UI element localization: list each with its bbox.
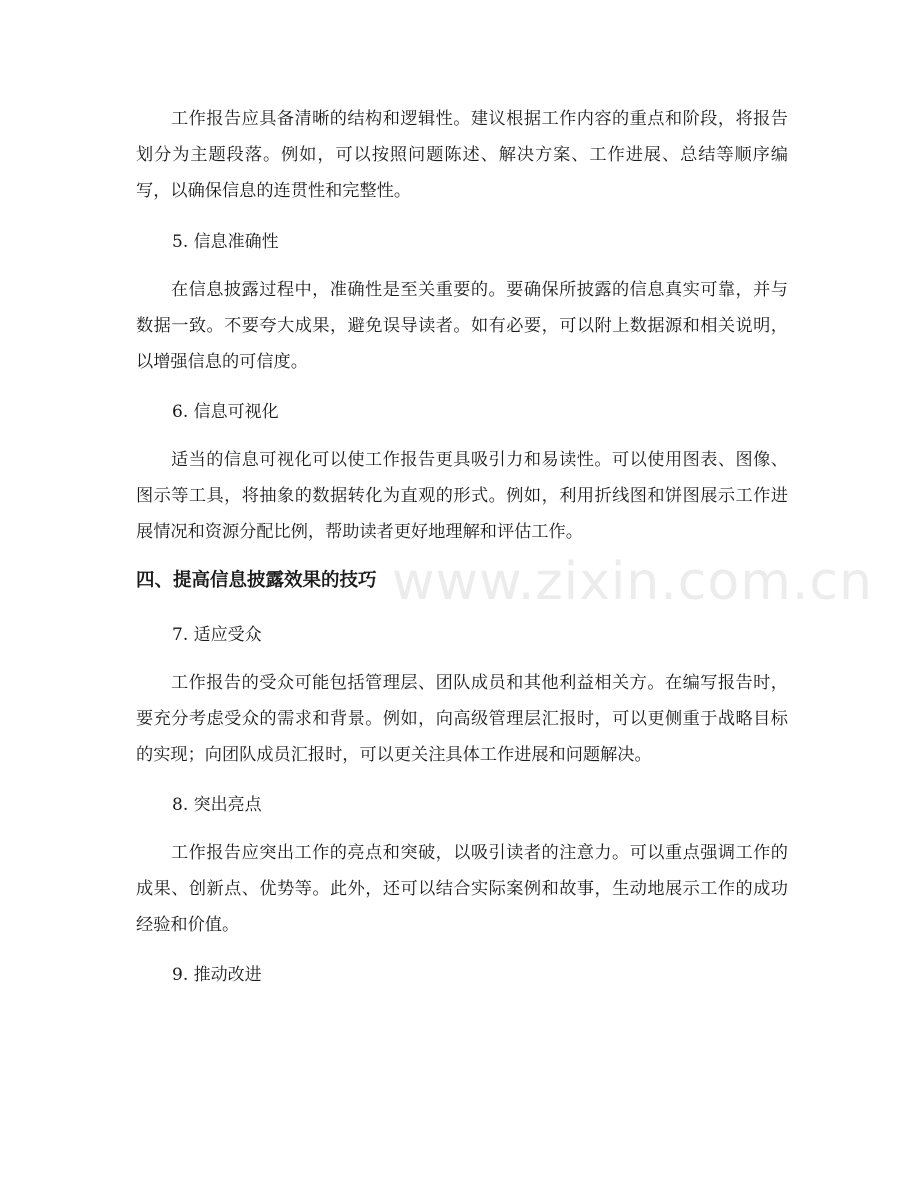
paragraph-highlights: 工作报告应突出工作的亮点和突破，以吸引读者的注意力。可以重点强调工作的成果、创新点、优势等。此外，还可以结合实际案例和故事，生动地展示工作的成功经验和价值。 — [136, 843, 788, 935]
item-heading-7: 7. 适应受众 — [172, 625, 262, 645]
item-heading-6: 6. 信息可视化 — [172, 402, 279, 422]
item-heading-8: 8. 突出亮点 — [172, 795, 262, 815]
item-heading-5: 5. 信息准确性 — [172, 232, 279, 252]
paragraph-visualization: 适当的信息可视化可以使工作报告更具吸引力和易读性。可以使用图表、图像、图示等工具，将抽象的数据转化为直观的形式。例如，利用折线图和饼图展示工作进展情况和资源分配比例，帮助读者更好地理解和评估工作。 — [136, 450, 788, 542]
item-heading-9: 9. 推动改进 — [172, 965, 262, 985]
paragraph-accuracy: 在信息披露过程中，准确性是至关重要的。要确保所披露的信息真实可靠，并与数据一致。不要夸大成果，避免误导读者。如有必要，可以附上数据源和相关说明，以增强信息的可信度。 — [136, 280, 788, 372]
section-heading-4: 四、提高信息披露效果的技巧 — [136, 570, 377, 591]
watermark: www.zixin.com.cn — [392, 552, 873, 612]
paragraph-structure: 工作报告应具备清晰的结构和逻辑性。建议根据工作内容的重点和阶段，将报告划分为主题段落。例如，可以按照问题陈述、解决方案、工作进展、总结等顺序编写，以确保信息的连贯性和完整性。 — [136, 109, 788, 201]
paragraph-audience: 工作报告的受众可能包括管理层、团队成员和其他利益相关方。在编写报告时，要充分考虑受众的需求和背景。例如，向高级管理层汇报时，可以更侧重于战略目标的实现；向团队成员汇报时，可以更关注具体工作进展和问题解决。 — [136, 673, 788, 765]
